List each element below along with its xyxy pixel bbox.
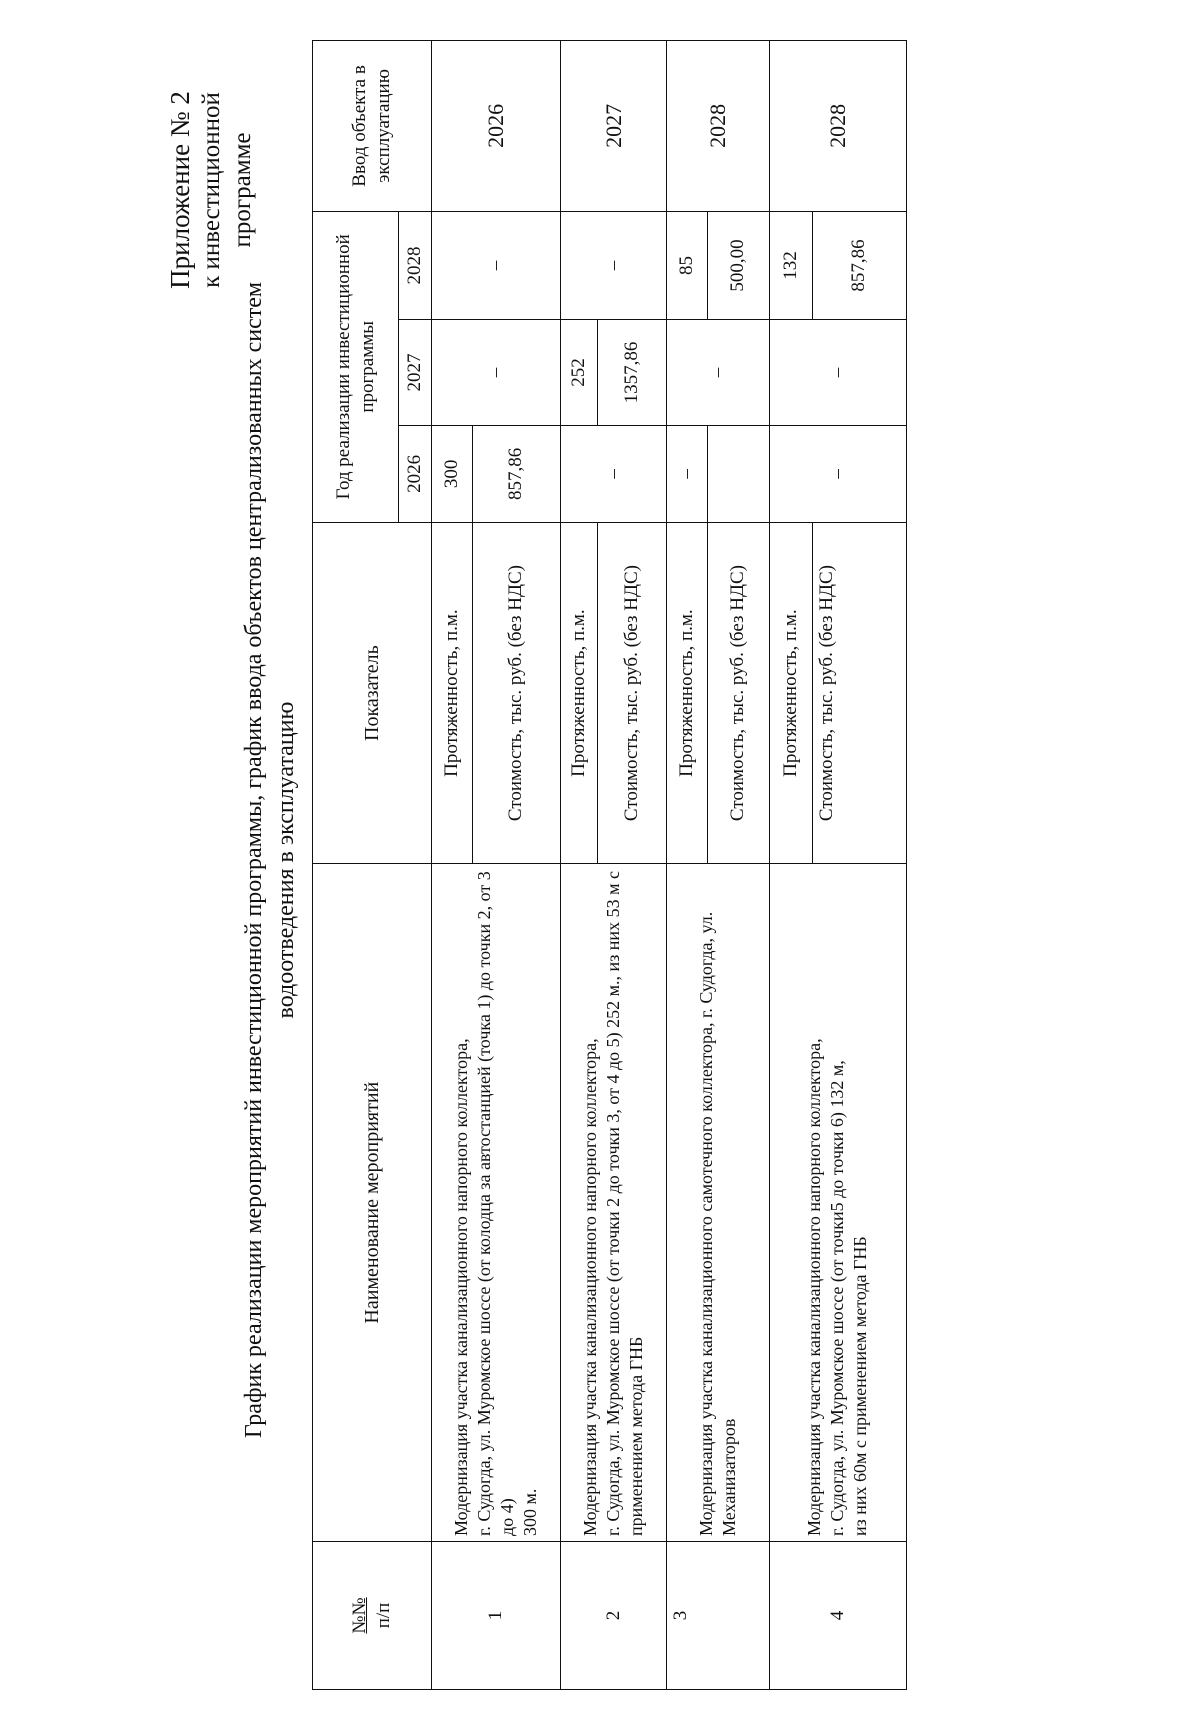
measure-name-line: г. Судогда, ул. Муромское шоссе (от точки5 до точки 6) 132 м, [827,1060,848,1536]
value-cell: 1357,86 [597,320,667,426]
document-page [0,20,1180,1720]
measure-name-line: г. Судогда, ул. Муромское шоссе (от колодца за автостанцией (точка 1) до точки 2, от 3 до 4) [473,871,517,1536]
value-cell: – [560,425,667,522]
row-number: 2 [560,1541,667,1689]
measure-name [431,864,560,1542]
header-num [313,1541,432,1689]
table-row [431,41,472,1690]
commission-year: 2028 [769,41,906,212]
commission-year: 2026 [431,41,560,212]
value-cell: – [769,425,906,522]
indicator-length: Протяженность, п.м. [431,522,472,864]
value-cell: 132 [769,211,812,319]
header-year-2027: 2027 [399,320,432,426]
commission-year: 2027 [560,41,667,212]
header-year-2026: 2026 [399,425,432,522]
indicator-length: Протяженность, п.м. [560,522,597,864]
header-num-line1: №№ [348,1597,370,1634]
value-cell: – [431,320,560,426]
value-cell: 857,86 [812,211,906,319]
header-name: Наименование мероприятий [313,864,432,1542]
value-cell: 85 [667,211,708,319]
measure-name-line: г. Судогда, ул. Муромское шоссе (от точки 2 до точки 3, от 4 до 5) 252 м., из них 53 м с применением метода ГНБ [603,871,647,1536]
indicator-cost: Стоимость, тыс. руб. (без НДС) [597,522,667,864]
value-cell: – [769,320,906,426]
indicator-cost: Стоимость, тыс. руб. (без НДС) [708,522,769,864]
document-title [238,120,302,1600]
measure-name-line: Модернизация участка канализационного напорного коллектора, [804,1038,825,1536]
value-cell: – [431,211,560,319]
value-cell: – [667,320,769,426]
measure-name-line: Модернизация участка канализационного напорного коллектора, [450,1038,471,1536]
schedule-table [312,40,907,1690]
header-year-group: Год реализации инвестиционной программы [313,211,399,522]
measure-name [667,864,769,1542]
value-cell: – [560,211,667,319]
header-indicator: Показатель [313,522,432,864]
measure-name [769,864,906,1542]
measure-name-line: 300 м. [519,1488,540,1536]
table-row [667,41,708,1690]
appendix-subtitle: к инвестиционной программе [198,92,256,288]
value-cell: – [667,425,708,522]
measure-name [560,864,667,1542]
header-commission: Ввод объекта в эксплуатацию [313,41,432,212]
row-number: 1 [431,1541,560,1689]
commission-year: 2028 [667,41,769,212]
row-number: 4 [769,1541,906,1689]
document-title-line2: водоотведения в эксплуатацию [273,701,299,1019]
document-title-line1: График реализации мероприятий инвестиционной программы, график ввода объектов централизованных систем [241,281,267,1439]
appendix-title: Приложение № 2 [165,91,195,289]
value-cell: 252 [560,320,597,426]
table-row [560,41,597,1690]
measure-name-line: из них 60м с применением метода ГНБ [850,1236,871,1536]
header-year-2028: 2028 [399,211,432,319]
table-row [769,41,812,1690]
indicator-length: Протяженность, п.м. [769,522,812,864]
value-cell: 857,86 [472,425,560,522]
indicator-cost: Стоимость, тыс. руб. (без НДС) [812,522,906,864]
measure-name-line: Модернизация участка канализационного самотечного коллектора, г. Судогда, ул. Механизаторов [695,911,739,1536]
value-cell: 300 [431,425,472,522]
row-number: 3 [667,1541,769,1689]
indicator-length: Протяженность, п.м. [667,522,708,864]
header-num-line2: п/п [372,1602,394,1629]
value-cell [708,425,769,522]
indicator-cost: Стоимость, тыс. руб. (без НДС) [472,522,560,864]
value-cell: 500,00 [708,211,769,319]
measure-name-line: Модернизация участка канализационного напорного коллектора, [580,1038,601,1536]
